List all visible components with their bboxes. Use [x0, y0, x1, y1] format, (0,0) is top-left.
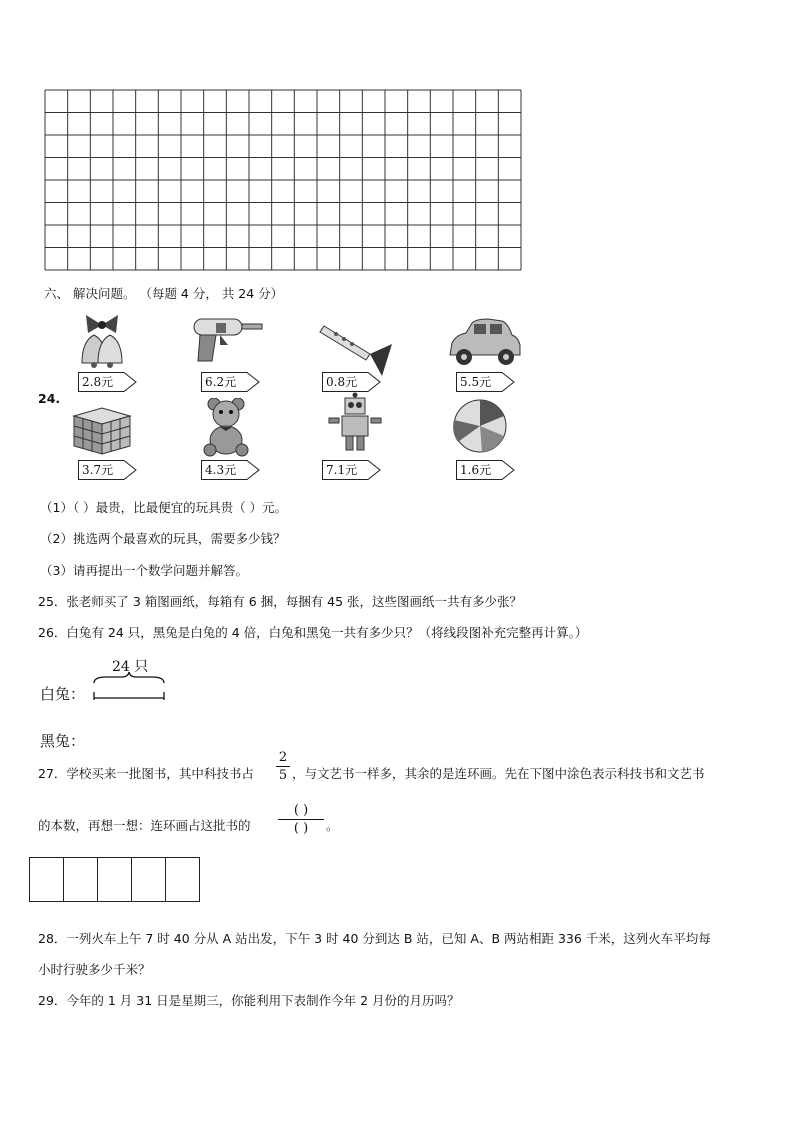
price-label: 0.8元 [326, 375, 358, 389]
answer-fraction[interactable] [278, 803, 324, 836]
price-tag [78, 460, 138, 480]
brace-label: 24 只 [112, 659, 149, 675]
shading-box[interactable] [97, 857, 132, 902]
shading-box[interactable] [131, 857, 166, 902]
price-tag [456, 372, 516, 392]
fraction-numerator: 2 [278, 750, 288, 765]
q24-sub2: （2）挑选两个最喜欢的玩具，需要多少钱？ [40, 531, 286, 546]
question-27-end: 。 [326, 818, 339, 833]
black-rabbit-label: 黑兔： [40, 732, 86, 750]
price-tag [322, 372, 382, 392]
ball-icon [442, 398, 522, 458]
bells-icon [62, 311, 142, 371]
trumpet-icon [318, 318, 398, 378]
question-28-line2: 小时行驶多少千米？ [38, 962, 151, 977]
price-tag [456, 460, 516, 480]
brace [94, 672, 164, 683]
section-title: 六、 解决问题。 （每题 4 分， 共 24 分） [44, 286, 284, 301]
price-label: 1.6元 [460, 463, 492, 477]
question-26: 26．白兔有 24 只，黑兔是白兔的 4 倍，白兔和黑兔一共有多少只？（将线段图补充完整再计算。） [38, 625, 588, 640]
water-gun-icon [186, 313, 266, 373]
question-27-part2: ，与文艺书一样多，其余的是连环画。先在下图中涂色表示科技书和文艺书 [292, 766, 705, 781]
q24-sub1: （1）（ ）最贵，比最便宜的玩具贵（ ）元。 [40, 500, 288, 515]
price-label: 4.3元 [205, 463, 237, 477]
question-28-line1: 28．一列火车上午 7 时 40 分从 A 站出发，下午 3 时 40 分到达 B 站，已知 A、B 两站相距 336 千米，这列火车平均每 [38, 931, 711, 946]
question-27-part3: 的本数，再想一想：连环画占这批书的 [38, 818, 251, 833]
question-number-24: 24. [38, 391, 61, 406]
shading-boxes [30, 857, 200, 902]
question-29: 29．今年的 1 月 31 日是星期三，你能利用下表制作今年 2 月份的月历吗？ [38, 993, 460, 1008]
price-tag [201, 460, 261, 480]
fraction-denominator: 5 [278, 768, 288, 783]
shading-box[interactable] [63, 857, 98, 902]
segment-diagram [92, 671, 166, 701]
price-tag [322, 460, 382, 480]
writing-grid[interactable] [44, 89, 524, 271]
price-label: 7.1元 [326, 463, 358, 477]
shading-box[interactable] [29, 857, 64, 902]
price-tag [78, 372, 138, 392]
rubiks-cube-icon [64, 398, 144, 458]
question-25: 25．张老师买了 3 箱图画纸，每箱有 6 捆，每捆有 45 张，这些图画纸一共有多少张？ [38, 594, 523, 609]
teddy-bear-icon [186, 398, 266, 458]
q24-sub3: （3）请再提出一个数学问题并解答。 [40, 563, 248, 578]
price-tag [201, 372, 261, 392]
answer-numerator-blank[interactable]: ( ) [293, 803, 309, 818]
price-label: 6.2元 [205, 375, 237, 389]
robot-icon [315, 392, 395, 452]
shading-box[interactable] [165, 857, 200, 902]
price-label: 2.8元 [82, 375, 114, 389]
toy-car-icon [444, 315, 524, 375]
fraction-two-fifths [276, 750, 290, 783]
white-rabbit-label: 白兔： [40, 685, 86, 703]
answer-denominator-blank[interactable]: ( ) [293, 821, 309, 836]
price-label: 3.7元 [82, 463, 114, 477]
question-27-part1: 27．学校买来一批图书，其中科技书占 [38, 766, 254, 781]
price-label: 5.5元 [460, 375, 492, 389]
